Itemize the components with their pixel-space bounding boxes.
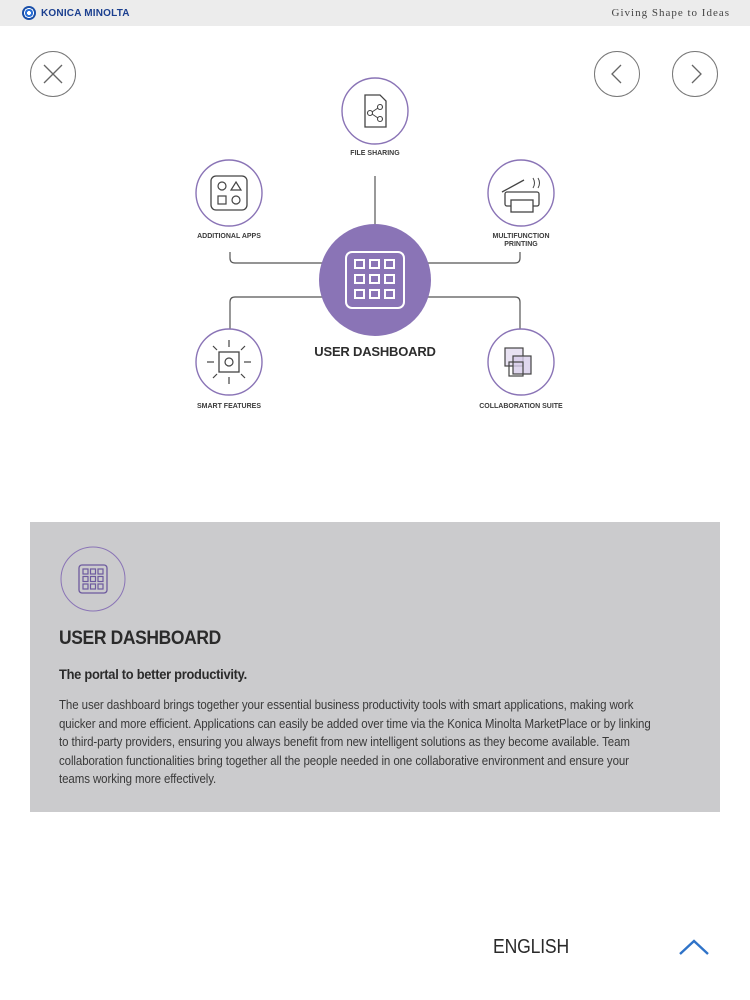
multifunction-label-line2: PRINTING [504, 241, 538, 248]
additional-apps-node [196, 160, 262, 226]
panel-description [59, 696, 685, 789]
file-sharing-node [342, 78, 408, 144]
language-selector[interactable]: ENGLISH [493, 936, 570, 958]
tagline: Giving Shape to Ideas [611, 7, 730, 19]
multifunction-label-line1: MULTIFUNCTION [492, 233, 550, 240]
description-line: teams working more effectively. [59, 772, 217, 787]
info-panel [30, 522, 720, 812]
description-line: The user dashboard brings together your essential business productivity tools with smart applications, making work [59, 698, 634, 712]
panel-title: USER DASHBOARD [59, 628, 221, 649]
collaboration-suite-label: COLLABORATION SUITE [479, 403, 563, 410]
description-line: quicker and more efficient. Applications can easily be added over time via the Konica Minolta MarketPlace or by linking [59, 716, 651, 731]
user-dashboard-node [319, 224, 431, 336]
multifunction-printing-node [488, 160, 554, 226]
file-sharing-label: FILE SHARING [350, 150, 400, 157]
collaboration-suite-node [488, 329, 554, 395]
description-line: to third-party providers, ensuring you always benefit from new intelligent solutions as they become available. Team [59, 735, 630, 750]
additional-apps-label: ADDITIONAL APPS [197, 233, 261, 240]
multifunction-printing-label [466, 233, 576, 249]
brand-name: KONICA MINOLTA [41, 7, 130, 19]
dashboard-grid-icon [60, 546, 126, 612]
user-dashboard-label: USER DASHBOARD [314, 344, 436, 359]
diagram-connectors [0, 0, 750, 480]
scroll-up-button[interactable] [674, 932, 714, 962]
panel-subtitle: The portal to better productivity. [59, 666, 247, 682]
description-line: collaboration functionalities bring together all the people needed in one collaborative environment and ensure your [59, 753, 629, 768]
smart-features-label: SMART FEATURES [196, 403, 262, 410]
dashboard-diagram [0, 0, 750, 480]
chevron-up-icon [674, 932, 714, 962]
smart-features-node [196, 329, 262, 395]
